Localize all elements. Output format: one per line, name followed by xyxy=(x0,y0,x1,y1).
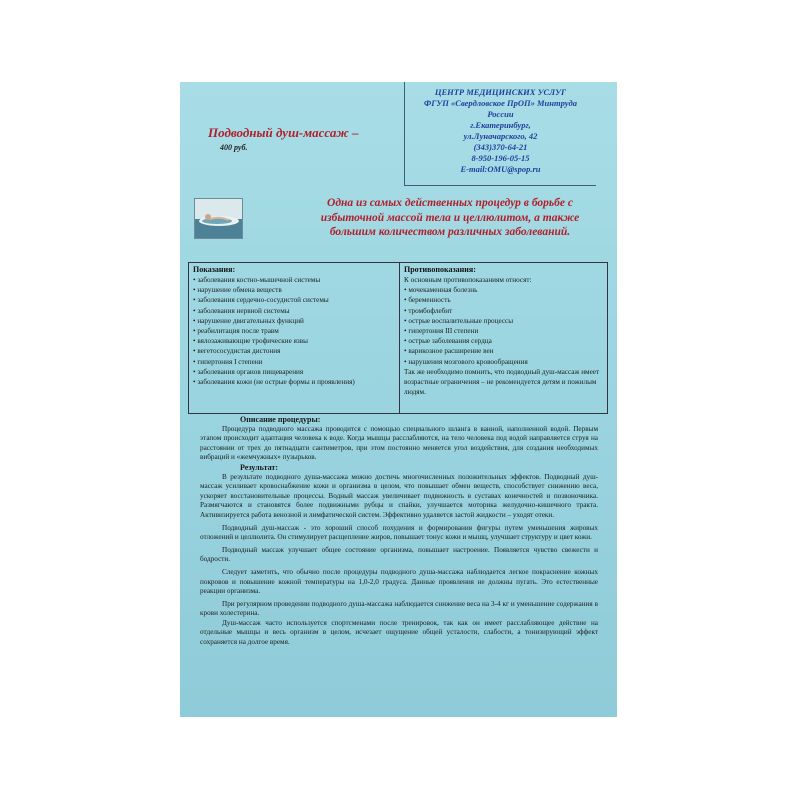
list-item: • реабилитация после травм xyxy=(193,327,279,336)
list-item: • вегетососудистая дистония xyxy=(193,347,281,356)
contact-block xyxy=(404,82,596,186)
list-item: • нарушение обмена веществ xyxy=(193,286,282,295)
contraindications-heading: Противопоказания: xyxy=(404,265,476,274)
procedure-text xyxy=(200,415,598,648)
list-item: • гипертония I степени xyxy=(193,357,263,366)
service-price: 400 руб. xyxy=(220,143,248,152)
list-item: • нарушение двигательных функций xyxy=(193,316,304,325)
list-item: • гипертония III степени xyxy=(404,327,479,336)
result-heading: Результат: xyxy=(240,462,279,472)
contraindications-intro: К основным противопоказаниям относят: xyxy=(404,276,532,284)
slogan-line: большим количеством различных заболеваний. xyxy=(329,226,571,238)
slogan-line: Одна из самых действенных процедур в борьбе с xyxy=(327,197,573,209)
list-item: • беременность xyxy=(404,296,451,305)
indications-table xyxy=(188,262,608,414)
contact-line: ФГУП «Свердловское ПрОП» Минтруда xyxy=(424,98,577,108)
list-item: • заболевания нервной системы xyxy=(193,306,290,315)
result-paragraph: Душ-массаж часто используется спортсменами после тренировок, так как он имеет расслабляющее действие на отдельные мышцы и весь организм в целом, исчезает ощущение общей усталости, слабости, а тонизирующий эффект сохраняется на долгое время. xyxy=(200,618,598,647)
result-paragraph: Подводный массаж улучшает общее состояние организма, повышает настроение. Появляется чувство свежести и бодрости. xyxy=(200,545,598,564)
description-heading: Описание процедуры: xyxy=(240,415,321,424)
indications-column xyxy=(189,263,400,413)
contact-line: ЦЕНТР МЕДИЦИНСКИХ УСЛУГ xyxy=(434,87,567,97)
result-paragraph: Следует заметить, что обычно после процедуры подводного душа-массажа наблюдается легкое покраснение кожных покровов и повышение кожной температуры на 1,0-2,0 градуса. Данные проявления не должны пугать. Это естественные реакции организма. xyxy=(200,567,598,596)
age-restriction-note: Так же необходимо помнить, что подводный душ-массаж имеет возрастные ограничения – не рекомендуется детям и пожилым людям. xyxy=(404,367,600,397)
brochure-sheet xyxy=(180,82,617,717)
list-item: • острые воспалительные процессы xyxy=(404,316,514,325)
list-item: • мочекаменная болезнь xyxy=(404,286,478,295)
contact-line: 8-950-196-05-15 xyxy=(471,153,530,163)
list-item: • нарушения мозгового кровообращения xyxy=(404,357,528,366)
list-item: • варикозное расширение вен xyxy=(404,347,494,356)
list-item: • тромбофлебит xyxy=(404,306,453,315)
result-paragraph: Подводный душ-массаж - это хороший способ похудения и формирования фигуры путем уменьшения жировых отложений и целлюлита. Он стимулирует расщепление жиров, повышает тонус кожи и мышц, улучшает структуру и цвет кожи. xyxy=(200,523,598,542)
contraindications-column xyxy=(400,263,607,413)
slogan xyxy=(300,196,600,240)
description-paragraph: Процедура подводного массажа проводится с помощью специального шланга в ванной, наполненной водой. Первым этапом происходит адаптация человека к воде. Когда мышцы расслабляются, на тело человека под водой направляется струя на расстоянии от трех до пятнадцати сантиметров, при этом постоянно меняется угол воздействия, для создания необходимых вибраций и «жемчужных» пузырьков. xyxy=(200,424,598,462)
list-item: • заболевания органов пищеварения xyxy=(193,367,304,376)
result-paragraph: При регулярном проведении подводного душа-массажа наблюдается снижение веса на 3-4 кг и уменьшение содержания в крови холестерина. xyxy=(200,599,598,618)
list-item: • заболевания костно-мышечной системы xyxy=(193,276,321,284)
bath-photo xyxy=(194,198,243,239)
contact-line: (343)370-64-21 xyxy=(473,142,528,152)
contact-line: России xyxy=(487,109,514,119)
list-item: • заболевания сердечно-сосудистой системы xyxy=(193,296,329,305)
result-paragraph: В результате подводного душа-массажа можно достичь многочисленных положительных эффектов. Подводный душ-массаж усиливает кровоснабжение кожи и организма в целом, что повышает обмен веществ, способствует снижению веса, ускоряет восстановительные процессы. Водный массаж увеличивает подвижность в суставах конечностей и позвоночника. Размягчаются и становятся более подвижными рубцы и спайки, улучшается моторика желудочно-кишечного тракта. Активизируется работа венозной и лимфатической систем. Эффективно удаляется застой жидкости – уходят отеки. xyxy=(200,472,598,519)
indications-heading: Показания: xyxy=(193,265,236,274)
contact-email: E-mail:OMU@spop.ru xyxy=(460,164,541,174)
contact-line: ул.Луначарского, 42 xyxy=(463,131,538,141)
service-title: Подводный душ-массаж – xyxy=(208,125,359,140)
list-item: • вялозаживающие трофические язвы xyxy=(193,337,308,346)
contact-line: г.Екатеринбург, xyxy=(470,120,531,130)
list-item: • острые заболевания сердца xyxy=(404,337,492,346)
slogan-line: избыточной массой тела и целлюлитом, а также xyxy=(320,211,580,224)
list-item: • заболевания кожи (не острые формы и проявления) xyxy=(193,378,355,387)
